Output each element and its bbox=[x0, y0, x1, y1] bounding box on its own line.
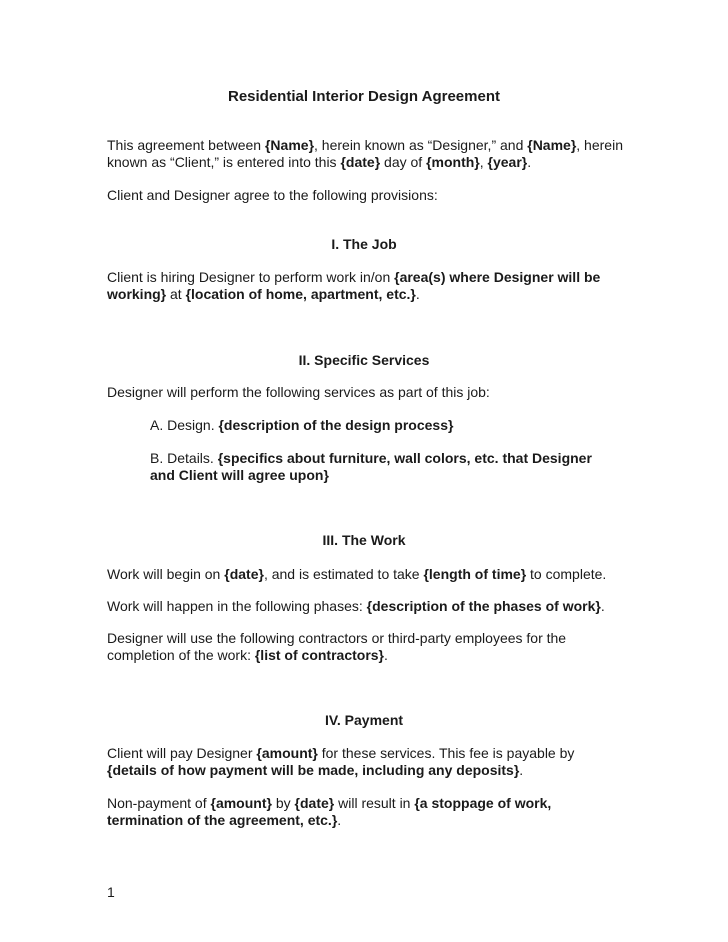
text: . bbox=[600, 598, 605, 614]
text: , herein known as “Client,” is entered into this bbox=[107, 137, 623, 170]
placeholder-contractors: {list of contractors} bbox=[254, 647, 384, 663]
placeholder-consequence: {a stoppage of work, termination of the agreement, etc.} bbox=[107, 795, 552, 828]
text: . bbox=[519, 762, 524, 778]
placeholder-date: {date} bbox=[224, 566, 264, 582]
placeholder-amount: {amount} bbox=[256, 745, 318, 761]
placeholder-payment-details: {details of how payment will be made, including any deposits} bbox=[107, 762, 520, 778]
text: This agreement between bbox=[107, 137, 265, 153]
intro-paragraph bbox=[107, 137, 627, 171]
text: , herein known as “Designer,” and bbox=[314, 137, 528, 153]
text: Non-payment of bbox=[107, 795, 211, 811]
text: . bbox=[527, 154, 532, 170]
text: . bbox=[384, 647, 388, 663]
text: to complete. bbox=[526, 566, 607, 582]
placeholder-amount: {amount} bbox=[210, 795, 272, 811]
placeholder-date: {date} bbox=[340, 154, 381, 170]
text: . bbox=[415, 286, 420, 302]
text: Work will happen in the following phases: bbox=[107, 598, 367, 614]
placeholder-month: {month} bbox=[426, 154, 480, 170]
text: for these services. This fee is payable by bbox=[317, 745, 575, 761]
work-paragraph-3 bbox=[107, 630, 627, 664]
payment-paragraph-1 bbox=[107, 745, 627, 779]
page-number: 1 bbox=[107, 884, 115, 900]
text: Client will pay Designer bbox=[107, 745, 257, 761]
text: , bbox=[479, 154, 488, 170]
text: B. Details. bbox=[150, 450, 218, 466]
text: will result in bbox=[334, 795, 415, 811]
services-lead: Designer will perform the following services as part of this job: bbox=[107, 384, 490, 400]
text: at bbox=[166, 286, 186, 302]
placeholder-client-name: {Name} bbox=[527, 137, 577, 153]
text: Designer will use the following contractors or third-party employees for the completion of the work: bbox=[107, 630, 567, 663]
job-paragraph bbox=[107, 269, 627, 303]
section-heading-services: II. Specific Services bbox=[298, 352, 430, 368]
text: , and is estimated to take bbox=[263, 566, 424, 582]
placeholder-year: {year} bbox=[487, 154, 528, 170]
service-item-design bbox=[150, 417, 620, 434]
placeholder-designer-name: {Name} bbox=[264, 137, 315, 153]
text: A. Design. bbox=[150, 417, 219, 433]
placeholder-area: {area(s) where Designer will be working} bbox=[107, 269, 601, 302]
work-paragraph-1 bbox=[107, 566, 627, 583]
placeholder-phases: {description of the phases of work} bbox=[366, 598, 601, 614]
section-heading-work: III. The Work bbox=[322, 532, 406, 548]
text: . bbox=[337, 812, 342, 828]
text: day of bbox=[380, 154, 427, 170]
text: Client is hiring Designer to perform work in/on bbox=[107, 269, 395, 285]
work-paragraph-2 bbox=[107, 598, 627, 615]
service-item-details bbox=[150, 450, 620, 484]
text: by bbox=[271, 795, 295, 811]
placeholder-design-process: {description of the design process} bbox=[218, 417, 454, 433]
placeholder-length: {length of time} bbox=[423, 566, 527, 582]
section-heading-payment: IV. Payment bbox=[324, 712, 404, 728]
placeholder-details: {specifics about furniture, wall colors, etc. that Designer and Client will agree upon} bbox=[150, 450, 592, 483]
text: Work will begin on bbox=[107, 566, 225, 582]
placeholder-location: {location of home, apartment, etc.} bbox=[185, 286, 416, 302]
placeholder-date: {date} bbox=[294, 795, 335, 811]
document-title: Residential Interior Design Agreement bbox=[227, 88, 500, 105]
section-heading-job: I. The Job bbox=[331, 236, 397, 252]
agree-line: Client and Designer agree to the following provisions: bbox=[107, 187, 438, 203]
payment-paragraph-2 bbox=[107, 795, 627, 829]
